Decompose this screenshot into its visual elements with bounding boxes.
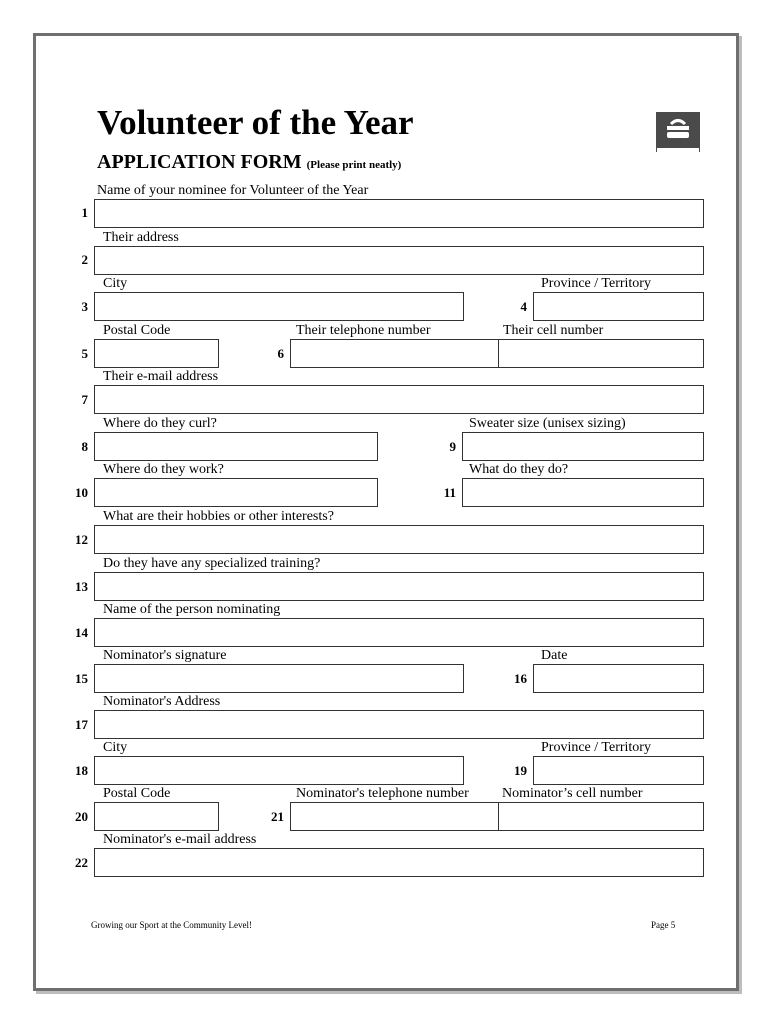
email-input[interactable] <box>94 385 704 414</box>
field-number: 1 <box>81 205 88 220</box>
curl-location-label: Where do they curl? <box>103 416 217 431</box>
nominator-name-input[interactable] <box>94 618 704 647</box>
nominator-cell-label: Nominator’s cell number <box>502 786 643 801</box>
nominator-address-label: Nominator's Address <box>103 694 221 709</box>
field-number: 21 <box>271 809 284 824</box>
nominator-address-input[interactable] <box>94 710 704 739</box>
form-title: Volunteer of the Year <box>97 103 414 142</box>
training-input[interactable] <box>94 572 704 601</box>
nominator-city-label: City <box>103 740 128 755</box>
field-number: 9 <box>449 439 456 454</box>
province-label: Province / Territory <box>541 276 651 291</box>
city-label: City <box>103 276 128 291</box>
telephone-label: Their telephone number <box>296 323 431 338</box>
curl-location-input[interactable] <box>94 432 378 461</box>
signature-input[interactable] <box>94 664 464 693</box>
postal-code-label: Postal Code <box>103 323 171 338</box>
nominator-cell-input[interactable] <box>498 802 704 831</box>
curling-stone-icon <box>656 108 700 152</box>
field-number: 20 <box>75 809 88 824</box>
sweater-size-label: Sweater size (unisex sizing) <box>469 416 626 431</box>
field-number: 4 <box>520 299 527 314</box>
province-input[interactable] <box>533 292 704 321</box>
nominator-province-label: Province / Territory <box>541 740 651 755</box>
signature-label: Nominator's signature <box>103 648 227 663</box>
field-number: 19 <box>514 763 527 778</box>
form-subtitle <box>97 151 401 174</box>
nominator-email-label: Nominator's e-mail address <box>103 832 257 847</box>
footer-tagline: Growing our Sport at the Community Level! <box>91 920 252 930</box>
nominator-postal-code-label: Postal Code <box>103 786 171 801</box>
hobbies-label: What are their hobbies or other interests? <box>103 509 334 524</box>
date-input[interactable] <box>533 664 704 693</box>
date-label: Date <box>541 648 568 663</box>
hobbies-input[interactable] <box>94 525 704 554</box>
occupation-label: What do they do? <box>469 462 569 477</box>
nominator-city-input[interactable] <box>94 756 464 785</box>
subtitle-text: APPLICATION FORM <box>97 151 302 173</box>
field-number: 15 <box>75 671 88 686</box>
subtitle-note: (Please print neatly) <box>306 159 402 171</box>
cell-input[interactable] <box>498 339 704 368</box>
field-number: 11 <box>443 485 456 500</box>
field-number: 14 <box>75 625 88 640</box>
nominator-email-input[interactable] <box>94 848 704 877</box>
field-number: 17 <box>75 717 88 732</box>
nominator-postal-code-input[interactable] <box>94 802 219 831</box>
field-number: 8 <box>81 439 88 454</box>
nominee-name-label: Name of your nominee for Volunteer of the Year <box>97 183 369 198</box>
nominator-province-input[interactable] <box>533 756 704 785</box>
field-number: 18 <box>75 763 88 778</box>
nominator-name-label: Name of the person nominating <box>103 602 281 617</box>
address-input[interactable] <box>94 246 704 275</box>
page-number: Page 5 <box>651 920 676 930</box>
postal-code-input[interactable] <box>94 339 219 368</box>
field-number: 13 <box>75 579 88 594</box>
workplace-label: Where do they work? <box>103 462 224 477</box>
field-number: 2 <box>81 252 88 267</box>
cell-label: Their cell number <box>503 323 604 338</box>
email-label: Their e-mail address <box>103 369 219 384</box>
address-label: Their address <box>103 230 179 245</box>
field-number: 10 <box>75 485 88 500</box>
field-number: 3 <box>81 299 88 314</box>
nominee-name-input[interactable] <box>94 199 704 228</box>
field-number: 12 <box>75 532 88 547</box>
training-label: Do they have any specialized training? <box>103 556 321 571</box>
sweater-size-input[interactable] <box>462 432 704 461</box>
field-number: 22 <box>75 855 88 870</box>
field-number: 7 <box>81 392 88 407</box>
nominator-telephone-input[interactable] <box>290 802 499 831</box>
field-number: 16 <box>514 671 527 686</box>
city-input[interactable] <box>94 292 464 321</box>
occupation-input[interactable] <box>462 478 704 507</box>
nominator-telephone-label: Nominator's telephone number <box>296 786 469 801</box>
field-number: 5 <box>81 346 88 361</box>
workplace-input[interactable] <box>94 478 378 507</box>
field-number: 6 <box>277 346 284 361</box>
telephone-input[interactable] <box>290 339 499 368</box>
